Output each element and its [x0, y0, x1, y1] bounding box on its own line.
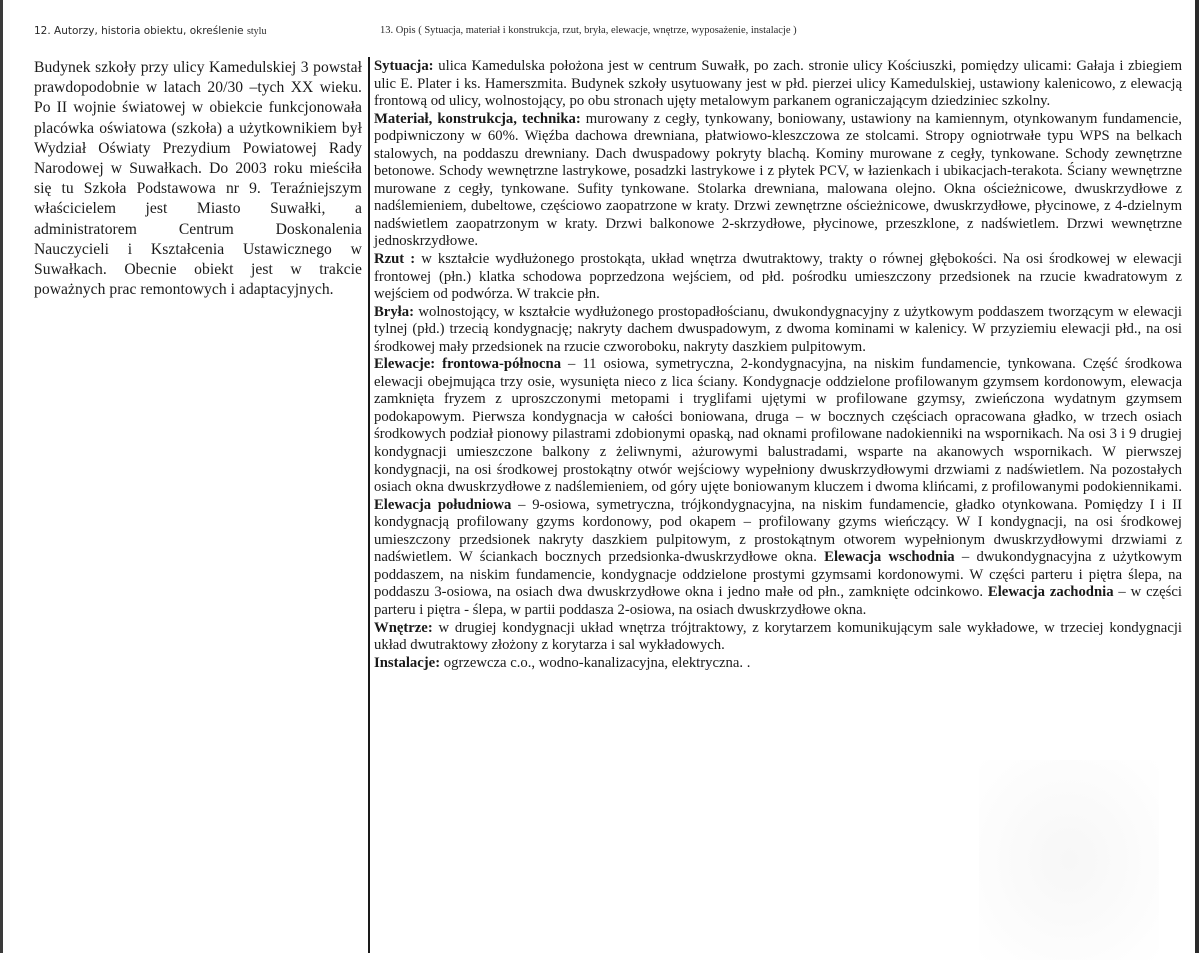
text-wnetrze: w drugiej kondygnacji układ wnętrza trójtraktowy, z korytarzem komunikującym sale wykładowe, w trzeciej kondygnacji układ dwutraktowy złożony z korytarza i sal wykładowych. [374, 619, 1182, 654]
paragraph-wnetrze [374, 620, 1182, 655]
label-elewacja-wschodnia: Elewacja wschodnia [824, 549, 955, 566]
description-text [374, 58, 1182, 672]
text-instalacje: ogrzewcza c.o., wodno-kanalizacyjna, elektryczna. . [440, 654, 751, 671]
paragraph-elewacje [374, 356, 1182, 619]
label-elewacja-poludniowa: Elewacja południowa [374, 496, 512, 513]
text-material: murowany z cegły, tynkowany, boniowany, ustawiony na kamiennym, otynkowanym fundamencie, podpiwniczony w 60%. Więźba dachowa drewniana, płatwiowo-kleszczowa ze stolcami. Stropy ogniotrwałe typu WPS na belkach stalowych, na poddaszu drewniany. Dach dwuspadowy pokryty blachą. Kominy murowane z cegły, tynkowane. Schody zewnętrzne betonowe. Schody wewnętrzne lastrykowe, posadzki lastrykowe i z płytek PCV, w łazienkach i ubikacjach-terakota. Ściany wewnętrzne murowane z cegły, tynkowane. Sufity tynkowane. Stolarka drewniana, malowana olejno. Okna ościeżnicowe, dwuskrzydłowe z nadślemieniem, dubeltowe, częściowo zaopatrzone w kraty. Drzwi zewnętrzne ościeżnicowe, dwuskrzydłowe, płycinowe, z 4-dzielnym nadświetlem zaopatrzonym w kraty. Drzwi balkonowe 2-skrzydłowe, płycinowe, przeszklone, z nadświetlem. Drzwi wewnętrzne jednoskrzydłowe. [374, 110, 1182, 250]
paragraph-rzut [374, 251, 1182, 304]
section-12-heading [34, 25, 266, 37]
section-12-title: 12. Autorzy, historia obiektu, określenie [34, 25, 244, 37]
section-13-heading: 13. Opis ( Sytuacja, materiał i konstrukcja, rzut, bryła, elewacje, wnętrze, wyposażenie, instalacje ) [380, 25, 797, 36]
label-bryla: Bryła: [374, 303, 414, 320]
scan-edge-left [0, 0, 3, 953]
text-sytuacja: ulica Kamedulska położona jest w centrum Suwałk, po zach. stronie ulicy Kościuszki, pomiędzy ulicami: Gałaja i zbiegiem ulic E. Plater i ks. Hamerszmita. Budynek szkoły usytuowany jest w płd. pierzei ulicy Kamedulskiej, ustawiony kalenicowo, z elewacją frontową od ulicy, wolnostojący, po obu stronach ujęty metalowym parkanem ograniczającym dziedziniec szkolny. [374, 58, 1182, 110]
label-wnetrze: Wnętrze: [374, 619, 433, 636]
label-instalacje: Instalacje: [374, 654, 441, 671]
label-elewacja-zachodnia: Elewacja zachodnia [987, 584, 1114, 601]
column-divider [368, 57, 370, 953]
scan-smudge [979, 760, 1159, 960]
label-sytuacja: Sytuacja: [374, 58, 434, 74]
text-elewacja-poludniowa: – 9-osiowa, symetryczna, trójkondygnacyjna, na niskim fundamencie, gładko otynkowana. Pomiędzy I i II kondygnacją profilowany gzyms kordonowy, pod okapem – profilowany gzyms wieńczący. W I kondygnacji, na osi środkowej umieszczony przedsionek nakryty daszkiem pulpitowym, z prostokątnym otworem wypełnionym dwuskrzydłowymi drzwiami z nadświetlem. W ściankach bocznych przedsionka-dwuskrzydłowe okna. [374, 496, 1183, 566]
label-material: Materiał, konstrukcja, technika: [374, 110, 581, 127]
paragraph-sytuacja [374, 58, 1182, 111]
scan-edge-right [1195, 0, 1199, 953]
history-text: Budynek szkoły przy ulicy Kamedulskiej 3 powstał prawdopodobnie w latach 20/30 –tych XX wieku. Po II wojnie światowej w obiekcie funkcjonowała placówka oświatowa (szkoła) a użytkownikiem był Wydział Oświaty Prezydium Powiatowej Rady Narodowej w Suwałkach. Do 2003 roku mieściła się tu Szkoła Podstawowa nr 9. Teraźniejszym właścicielem jest Miasto Suwałki, a administratorem Centrum Doskonalenia Nauczycieli i Kształcenia Ustawicznego w Suwałkach. Obecnie obiekt jest w trakcie poważnych prac remontowych i adaptacyjnych. [34, 59, 362, 299]
paragraph-material [374, 111, 1182, 251]
text-elewacja-wschodnia: – dwukondygnacyjna z użytkowym poddaszem, na niskim fundamencie, kondygnacje oddzielone prostymi gzymsami kordonowymi. W części parteru i piętra ślepa, na poddaszu 3-osiowa, na osiach dwa dwuskrzydłowe okna i jedno małe od płn., zamknięte odcinkowo. [374, 549, 1182, 601]
text-bryla: wolnostojący, w kształcie wydłużonego prostopadłościanu, dwukondygnacyjny z użytkowym poddaszem tworzącym w elewacji tylnej (płd.) trzecią kondygnację; nakryty dachem dwuspadowym, z dwoma kominami w kalenicy. W przyziemiu elewacji płd., na osi środkowej mały przedsionek na rzucie czworoboku, nakryty daszkiem pulpitowym. [374, 303, 1182, 355]
text-elewacja-zachodnia: – w części parteru i piętra - ślepa, w partii poddasza 2-osiowa, na osiach dwuskrzydłowe okna. [374, 584, 1182, 618]
text-elewacja-frontowa: – 11 osiowa, symetryczna, 2-kondygnacyjna, na niskim fundamencie, tynkowana. Część środkowa elewacji obejmująca trzy osie, wysunięta nieco z lica ściany. Kondygnacje oddzielone profilowanym gzymsem kordonowym, elewacja zamknięta fryzem z uproszczonymi metopami i tryglifami ujętymi w profilowane gzymsy, zwieńczona wydatnym gzymsem podokapowym. Pierwsza kondygnacja w całości boniowana, druga – w bocznych częściach opracowana gładko, w trzech osiach środkowych podział pionowy pilastrami zdobionymi opaską, nad oknami profilowane nadokienniki na wspornikach. Na osi 3 i 9 drugiej kondygnacji umieszczone balkony z żeliwnymi, ażurowymi balustradami, wsparte na akanowych wspornikach. W pierwszej kondygnacji, na osi środkowej prostokątny otwór wejściowy wypełniony dwuskrzydłowymi drzwiami z nadświetlem. Na pozostałych osiach okna dwuskrzydłowe z nadślemieniem, od góry ujęte boniowanym kluczem i dwoma klińcami, z profilowanymi podokiennikami. [374, 356, 1182, 496]
paragraph-bryla [374, 304, 1182, 357]
label-elewacje: Elewacje: frontowa-północna [374, 356, 562, 373]
section-12-title-tail: stylu [247, 26, 267, 37]
text-rzut: w kształcie wydłużonego prostokąta, układ wnętrza dwutraktowy, trakty o równej głębokości. Na osi środkowej w elewacji frontowej (płn.) klatka schodowa poprzedzona wejściem, od płd. pośrodku umieszczony przedsionek na rzucie kwadratowym z wejściem od podwórza. W trakcie płn. [374, 251, 1183, 303]
paragraph-instalacje [374, 655, 1182, 673]
label-rzut: Rzut : [374, 251, 416, 268]
